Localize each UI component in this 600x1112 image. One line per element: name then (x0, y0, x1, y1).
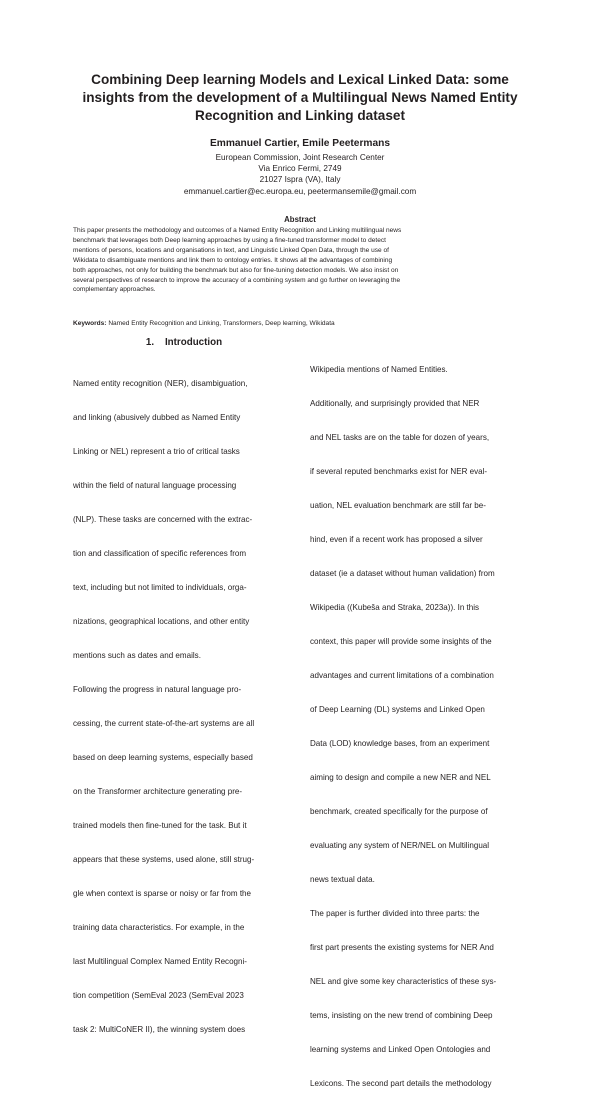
body-line: context, this paper will provide some insights of the (310, 636, 492, 646)
body-line: Following the progress in natural language pro- (73, 684, 242, 694)
body-line: and linking (abusively dubbed as Named Entity (73, 412, 241, 422)
title-line: Combining Deep learning Models and Lexical Linked Data: some (91, 72, 509, 87)
body-line: Linking or NEL) represent a trio of critical tasks (73, 446, 240, 456)
body-line: and NEL tasks are on the table for dozen of years, (310, 432, 490, 442)
body-line: cessing, the current state-of-the-art systems are all (73, 719, 255, 728)
body-line: first part presents the existing systems for NER And (310, 943, 494, 953)
paper-title (60, 71, 540, 125)
body-line: (NLP). These tasks are concerned with the extrac- (73, 514, 253, 524)
body-line: tems, insisting on the new trend of combining Deep (310, 1011, 493, 1021)
abstract-line: This paper presents the methodology and outcomes of a Named Entity Recognition and Linking multilingual news (73, 227, 402, 234)
section-heading-introduction: 1. Introduction (145, 337, 223, 348)
body-line: Data (LOD) knowledge bases, from an experiment (310, 739, 490, 749)
right-column-text (310, 341, 532, 1112)
body-line: learning systems and Linked Open Ontologies and (310, 1045, 491, 1055)
body-line: text, including but not limited to individuals, orga- (73, 582, 247, 592)
body-line: Wikipedia ((Kubeša and Straka, 2023a)). In this (310, 602, 480, 612)
abstract-line: mentions of persons, locations and organisations in text, and Linguistic Linked Open Data, through the use of (73, 246, 389, 254)
body-line: of Deep Learning (DL) systems and Linked Open (310, 705, 485, 714)
abstract-line: several perspectives of research to improve the accuracy of a combining system and go further on leveraging the (73, 276, 401, 284)
affiliation-line: Via Enrico Fermi, 2749 (258, 164, 342, 174)
body-line: within the field of natural language processing (73, 480, 237, 490)
author-emails: emmanuel.cartier@ec.europa.eu, peetermansemile@gmail.com (183, 186, 417, 196)
body-line: advantages and current limitations of a combination (310, 670, 494, 680)
abstract-line: both approaches, not only for building the benchmark but also for fine-tuning detection models. We also insist on (73, 266, 399, 274)
body-line: Wikipedia mentions of Named Entities. (310, 364, 448, 374)
keywords (73, 319, 529, 328)
abstract-heading: Abstract (284, 215, 316, 224)
affiliation-line: European Commission, Joint Research Center (215, 153, 385, 162)
left-column-text (73, 355, 295, 1058)
body-line: on the Transformer architecture generating pre- (73, 787, 243, 797)
body-line: tion competition (SemEval 2023 (SemEval 2023 (73, 991, 244, 1001)
body-line: trained models then fine-tuned for the task. But it (73, 821, 247, 831)
affiliation-line: 21027 Ispra (VA), Italy (259, 175, 341, 185)
body-line: NEL and give some key characteristics of these sys- (310, 977, 497, 987)
author-affiliation (100, 152, 500, 197)
paper-authors: Emmanuel Cartier, Emile Peetermans (209, 138, 391, 149)
title-line: insights from the development of a Multilingual News Named Entity (82, 90, 518, 105)
body-line: appears that these systems, used alone, still strug- (73, 855, 255, 865)
body-line: task 2: MultiCoNER II), the winning system does (73, 1025, 246, 1035)
title-line: Recognition and Linking dataset (195, 108, 405, 123)
body-line: if several reputed benchmarks exist for NER eval- (310, 466, 488, 476)
body-line: last Multilingual Complex Named Entity Recogni- (73, 957, 247, 967)
keywords-label: Keywords: (73, 320, 107, 327)
body-line: benchmark, created specifically for the purpose of (310, 807, 488, 817)
keywords-list: Named Entity Recognition and Linking, Transformers, Deep learning, Wikidata (108, 320, 335, 327)
abstract-line: benchmark that leverages both Deep learning approaches by using a fine-tuned transformer model to detect (73, 236, 386, 244)
abstract-line: complementary approaches. (73, 286, 156, 294)
body-line: Additionally, and surprisingly provided that NER (310, 398, 480, 408)
body-line: hind, even if a recent work has proposed a silver (310, 534, 483, 544)
abstract-text (73, 226, 529, 295)
body-line: uation, NEL evaluation benchmark are still far be- (310, 500, 486, 510)
body-line: news textual data. (310, 875, 375, 885)
body-line: evaluating any system of NER/NEL on Multilingual (310, 841, 490, 851)
body-line: training data characteristics. For example, in the (73, 923, 245, 933)
body-line: nizations, geographical locations, and other entity (73, 616, 250, 626)
body-line: aiming to design and compile a new NER and NEL (310, 773, 491, 783)
body-line: mentions such as dates and emails. (73, 650, 201, 660)
body-line: The paper is further divided into three parts: the (310, 909, 480, 919)
body-line: dataset (ie a dataset without human validation) from (310, 568, 495, 578)
abstract-line: Wikidata to disambiguate mentions and link them to ontology entries. It shows all the advantages of combining (73, 256, 393, 264)
body-line: tion and classification of specific references from (73, 548, 247, 558)
body-line: Lexicons. The second part details the methodology (310, 1079, 492, 1089)
body-line: Named entity recognition (NER), disambiguation, (73, 378, 248, 388)
body-line: gle when context is sparse or noisy or far from the (73, 889, 252, 899)
body-line: based on deep learning systems, especially based (73, 753, 253, 763)
